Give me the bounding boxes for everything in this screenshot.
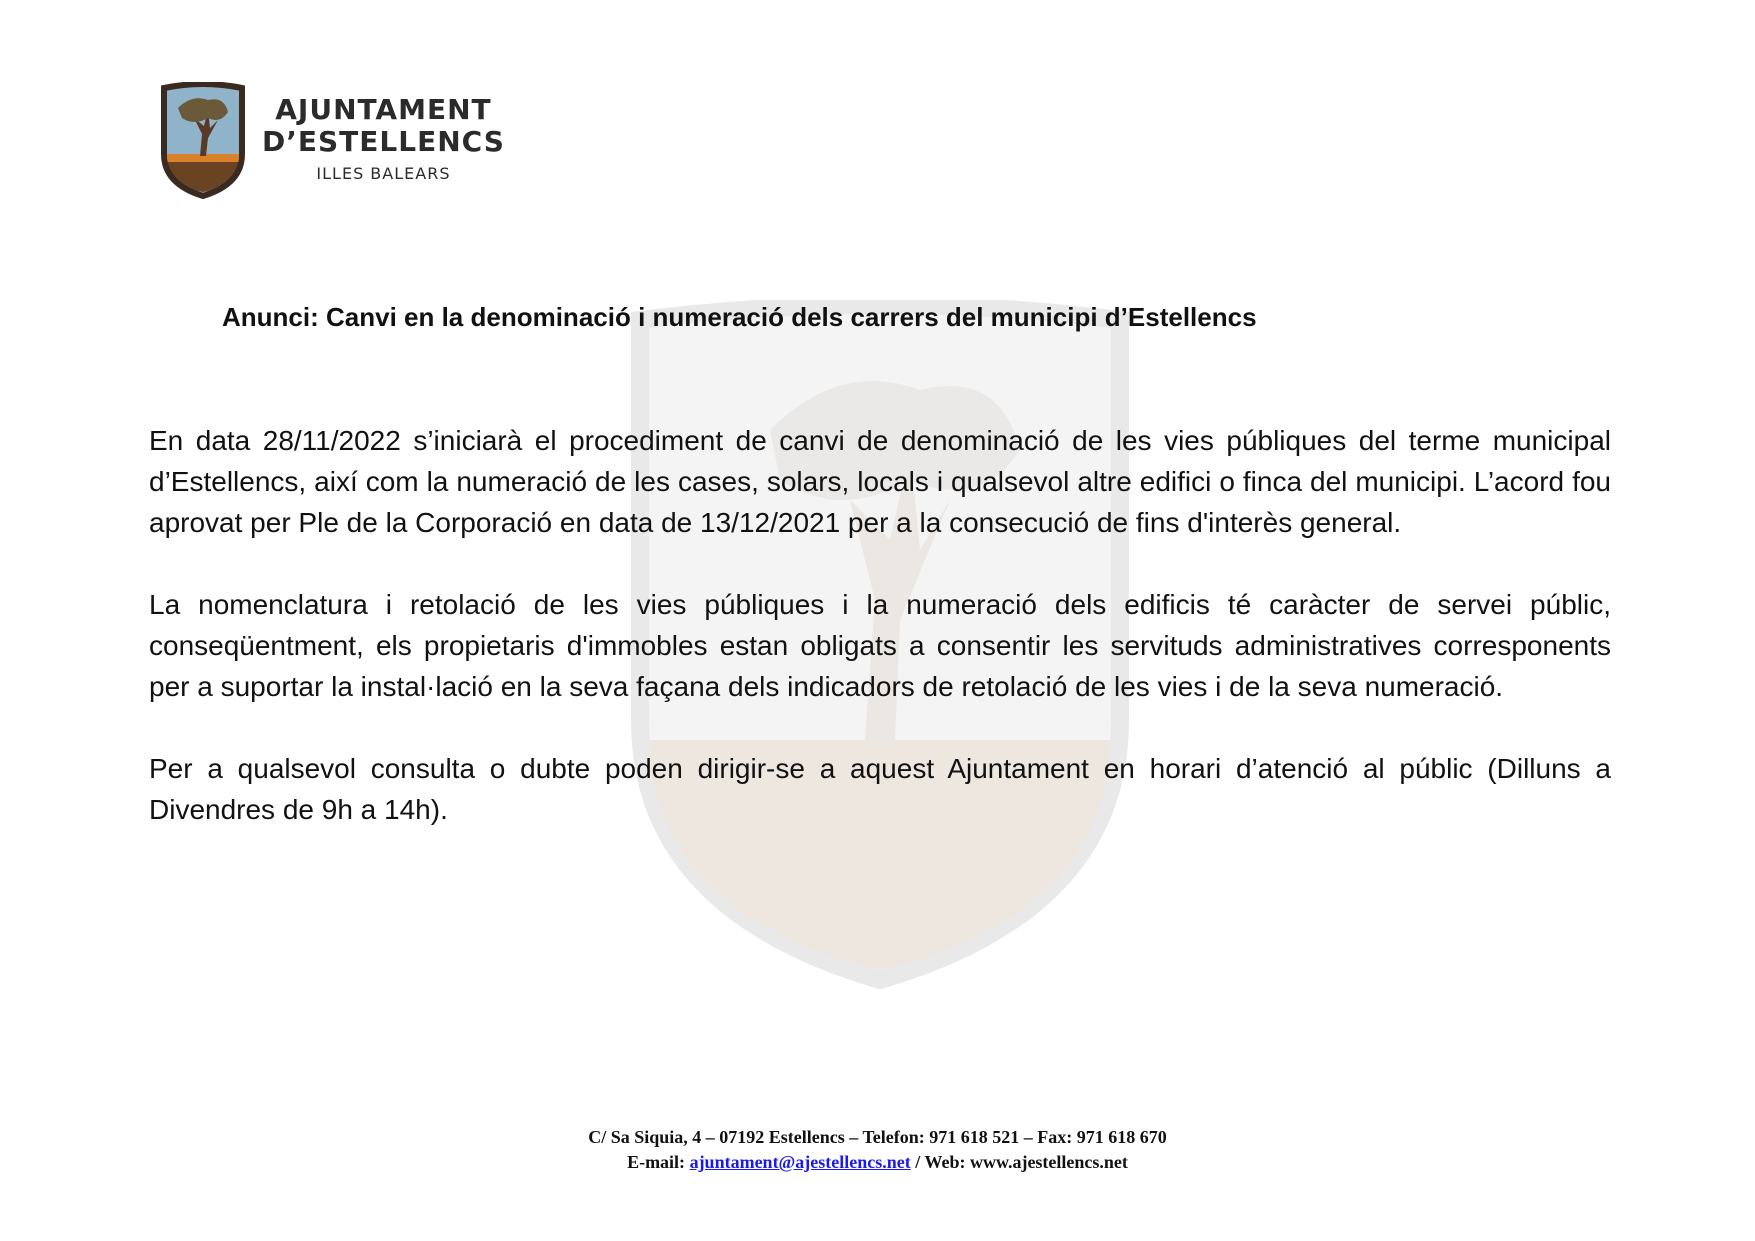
logo-wordmark	[262, 94, 505, 183]
crest-icon	[158, 82, 248, 200]
logo-name-line1: AJUNTAMENT	[275, 93, 492, 126]
footer-email-web	[0, 1150, 1755, 1175]
email-link[interactable]: ajuntament@ajestellencs.net	[689, 1152, 911, 1172]
paragraph-1: En data 28/11/2022 s’iniciarà el procediment de canvi de denominació de les vies públiques del terme municipal d’Estellencs, així com la numeració de les cases, solars, locals i qualsevol altre edifici o finca del municipi. L’acord fou aprovat per Ple de la Corporació en data de 13/12/2021 per a la consecució de fins d'interès general.	[149, 425, 1611, 538]
logo-region: ILLES BALEARS	[316, 164, 451, 183]
paragraph-2: La nomenclatura i retolació de les vies públiques i la numeració dels edificis té caràcter de servei públic, conseqüentment, els propietaris d'immobles estan obligats a consentir les servituds administratives corresponents per a suportar la instal·lació en la seva façana dels indicadors de retolació de les vies i de la seva numeració.	[149, 589, 1611, 702]
footer-email-label: E-mail:	[627, 1152, 690, 1172]
document-body	[149, 420, 1611, 871]
paragraph-3: Per a qualsevol consulta o dubte poden dirigir-se a aquest Ajuntament en horari d’atenció al públic (Dilluns a Divendres de 9h a 14h).	[149, 753, 1611, 825]
document-title: Anunci: Canvi en la denominació i numeració dels carrers del municipi d’Estellencs	[222, 302, 1257, 332]
footer-address: C/ Sa Siquia, 4 – 07192 Estellencs – Telefon: 971 618 521 – Fax: 971 618 670	[588, 1127, 1167, 1147]
footer-web: / Web: www.ajestellencs.net	[910, 1152, 1128, 1172]
footer-contact	[0, 1125, 1755, 1175]
logo-name-line2: D’ESTELLENCS	[262, 125, 505, 158]
header-logo	[158, 82, 505, 200]
